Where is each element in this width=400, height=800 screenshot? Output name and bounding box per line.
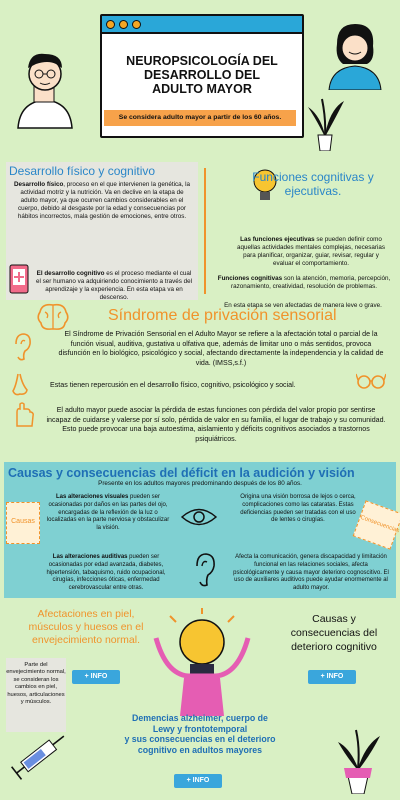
hearing-causes-bold: Las alteraciones auditivas	[52, 554, 128, 560]
deterioration-heading	[270, 612, 398, 654]
causes-heading: Causas y consecuencias del déficit en la audición y visión	[8, 466, 355, 480]
plant-icon	[302, 95, 348, 151]
cognitive-text-body: es el proceso mediante el cual el ser humano va adquiriendo conocimiento a través del aprendizaje y la experiencia. En esta etapa va en descenso.	[35, 270, 193, 302]
lightbulb-figure	[150, 608, 254, 718]
syndrome-text: El Síndrome de Privación Sensorial en el Adulto Mayor se refiere a la afectación total o parcial de la función visual, auditiva, gustativa u olfativa que, además de limitar uno o más sentidos, provoca disfunción en lo biológico, psicológico y social, afectando directamente la independencia y la calidad de vida. (IMSS,s.f.)	[58, 330, 384, 367]
visual-consequences-text: Origina una visión borrosa de lejos o cerca, complicaciones como las cataratas. Estas deficiencias pueden ser tratadas con el uso de lentes o cirugías.	[240, 494, 356, 524]
divider-line	[204, 168, 206, 294]
eye-icon	[180, 504, 218, 530]
causes-tag-label: Causas	[11, 518, 35, 525]
syndrome-consequences: El adulto mayor puede asociar la pérdida de estas funciones con pérdida del valor propio por sentirse incapaz de cuidarse y valerse por sí solo, pérdida de valor en su familia, el lugar de trabajo y su comunidad. Esto puede provocar una baja autoestima, aislamiento y déficits cognitivos asociados a trastornos psiquiátricos.	[46, 406, 386, 443]
title-line: NEUROPSICOLOGÍA DEL	[126, 54, 278, 68]
title-line: DESARROLLO DEL	[144, 68, 260, 82]
consequences-tag-label: Consecuencias	[359, 514, 400, 535]
window-dot-icon	[132, 20, 141, 29]
header-figure-woman	[315, 20, 395, 90]
causes-tag	[6, 502, 40, 544]
hearing-causes-text	[38, 554, 174, 593]
physical-heading: Desarrollo físico y cognitivo	[9, 164, 156, 178]
cognitive-functions-body: son la atención, memoria, percepción, razonamiento, creatividad, resolución de problemas.	[231, 275, 391, 291]
dementia-heading-line: Demencias alzheimer, cuerpo de	[132, 713, 268, 723]
tablet-icon	[8, 264, 30, 294]
hand-icon	[12, 400, 36, 428]
functions-note: En esta etapa se ven afectadas de manera leve o grave.	[224, 302, 382, 309]
functions-heading-line: Funciones cognitivas y	[252, 170, 374, 184]
deterioration-heading-line: deterioro cognitivo	[291, 641, 377, 653]
title-line: ADULTO MAYOR	[152, 82, 252, 96]
syringe-icon	[6, 726, 76, 782]
skin-heading	[6, 608, 166, 647]
skin-heading-line: músculos y huesos en el	[28, 621, 144, 633]
cognitive-functions-bold: Funciones cognitivas	[217, 275, 283, 282]
ear-outline-icon	[192, 552, 218, 588]
skin-heading-line: Afectaciones en piel,	[37, 608, 135, 620]
cognitive-text	[34, 270, 194, 302]
dementia-heading-line: y sus consecuencias en el deterioro	[124, 734, 276, 744]
syndrome-heading: Síndrome de privación sensorial	[108, 307, 337, 324]
page-title	[102, 54, 302, 96]
physical-text	[12, 181, 192, 221]
visual-causes-bold: Las alteraciones visuales	[55, 494, 129, 500]
page-subtitle: Se considera adulto mayor a partir de los 60 años.	[104, 110, 296, 126]
skin-heading-line: envejecimiento normal.	[32, 634, 140, 646]
executive-text-body: se pueden definir como aquellas actividades mentales complejas, necesarias para planificar, organizar, guiar, revisar, regular y evaluar el comportamiento.	[236, 236, 386, 268]
dementia-heading-line: cognitivo en adultos mayores	[137, 744, 263, 755]
header-figure-man	[10, 40, 80, 130]
functions-heading-line: ejecutivas.	[284, 184, 342, 198]
syndrome-repercussion: Estas tienen repercusión en el desarrollo físico, cognitivo, psicológico y social.	[50, 381, 296, 389]
window-dot-icon	[119, 20, 128, 29]
cognitive-functions-text	[212, 275, 396, 291]
brain-icon	[36, 302, 70, 332]
ear-icon	[12, 332, 32, 362]
cognitive-text-bold: El desarrollo cognitivo	[36, 270, 105, 277]
visual-causes-text	[44, 494, 172, 533]
executive-text-bold: Las funciones ejecutivas	[240, 236, 315, 243]
window-dot-icon	[106, 20, 115, 29]
dementia-heading-line: Lewy y frontotemporal	[152, 723, 248, 734]
visual-causes-body: pueden ser ocasionadas por daños en las partes del ojo, encargadas de la reflexión de la luz o localizadas en la parte nerviosa y obstaculizar la visión.	[46, 494, 170, 532]
hearing-consequences-text: Afecta la comunicación, genera discapacidad y limitación funcional en las relaciones sociales, afecta psicológicamente y causa mayor deterioro cognoscitivo. El uso de auxiliares auditivos puede ayudar enormemente al adulto mayor.	[233, 554, 389, 592]
nose-icon	[10, 372, 30, 398]
deterioration-heading-line: consecuencias del	[290, 627, 378, 639]
causes-intro: Presente en los adultos mayores predominando después de los 80 años.	[98, 480, 302, 487]
dementia-info-button[interactable]: + INFO	[174, 774, 222, 788]
physical-text-body: , proceso en el que intervienen la genética, la actividad motriz y la nutrición. Va en declive en la etapa de adulto mayor, ya que ocurren cambios considerables en el cuerpo, debido al desgaste por la edad y consecuencias por hábitos incorrectos, mala gestión de emociones, entre otros.	[17, 181, 191, 221]
dementia-heading	[68, 713, 332, 755]
executive-text	[232, 236, 390, 268]
deterioration-info-button[interactable]: + INFO	[308, 670, 356, 684]
window-titlebar	[102, 16, 302, 34]
functions-heading	[208, 170, 398, 198]
skin-info-button[interactable]: + INFO	[72, 670, 120, 684]
deterioration-heading-line: Causas y	[312, 613, 356, 625]
physical-text-bold: Desarrollo físico	[13, 181, 64, 188]
plant-pot-icon	[330, 728, 386, 794]
skin-text: Parte del envejecimiento normal, se consideran los cambios en piel, huesos, articulaciones y músculos.	[6, 658, 66, 732]
hearing-causes-body: pueden ser ocasionadas por edad avanzada, diabetes, hipertensión, tabaquismo, ruido ocupacional, cirugías, infecciones óticas, enfermedad cerebrovascular entre otras.	[46, 554, 166, 592]
